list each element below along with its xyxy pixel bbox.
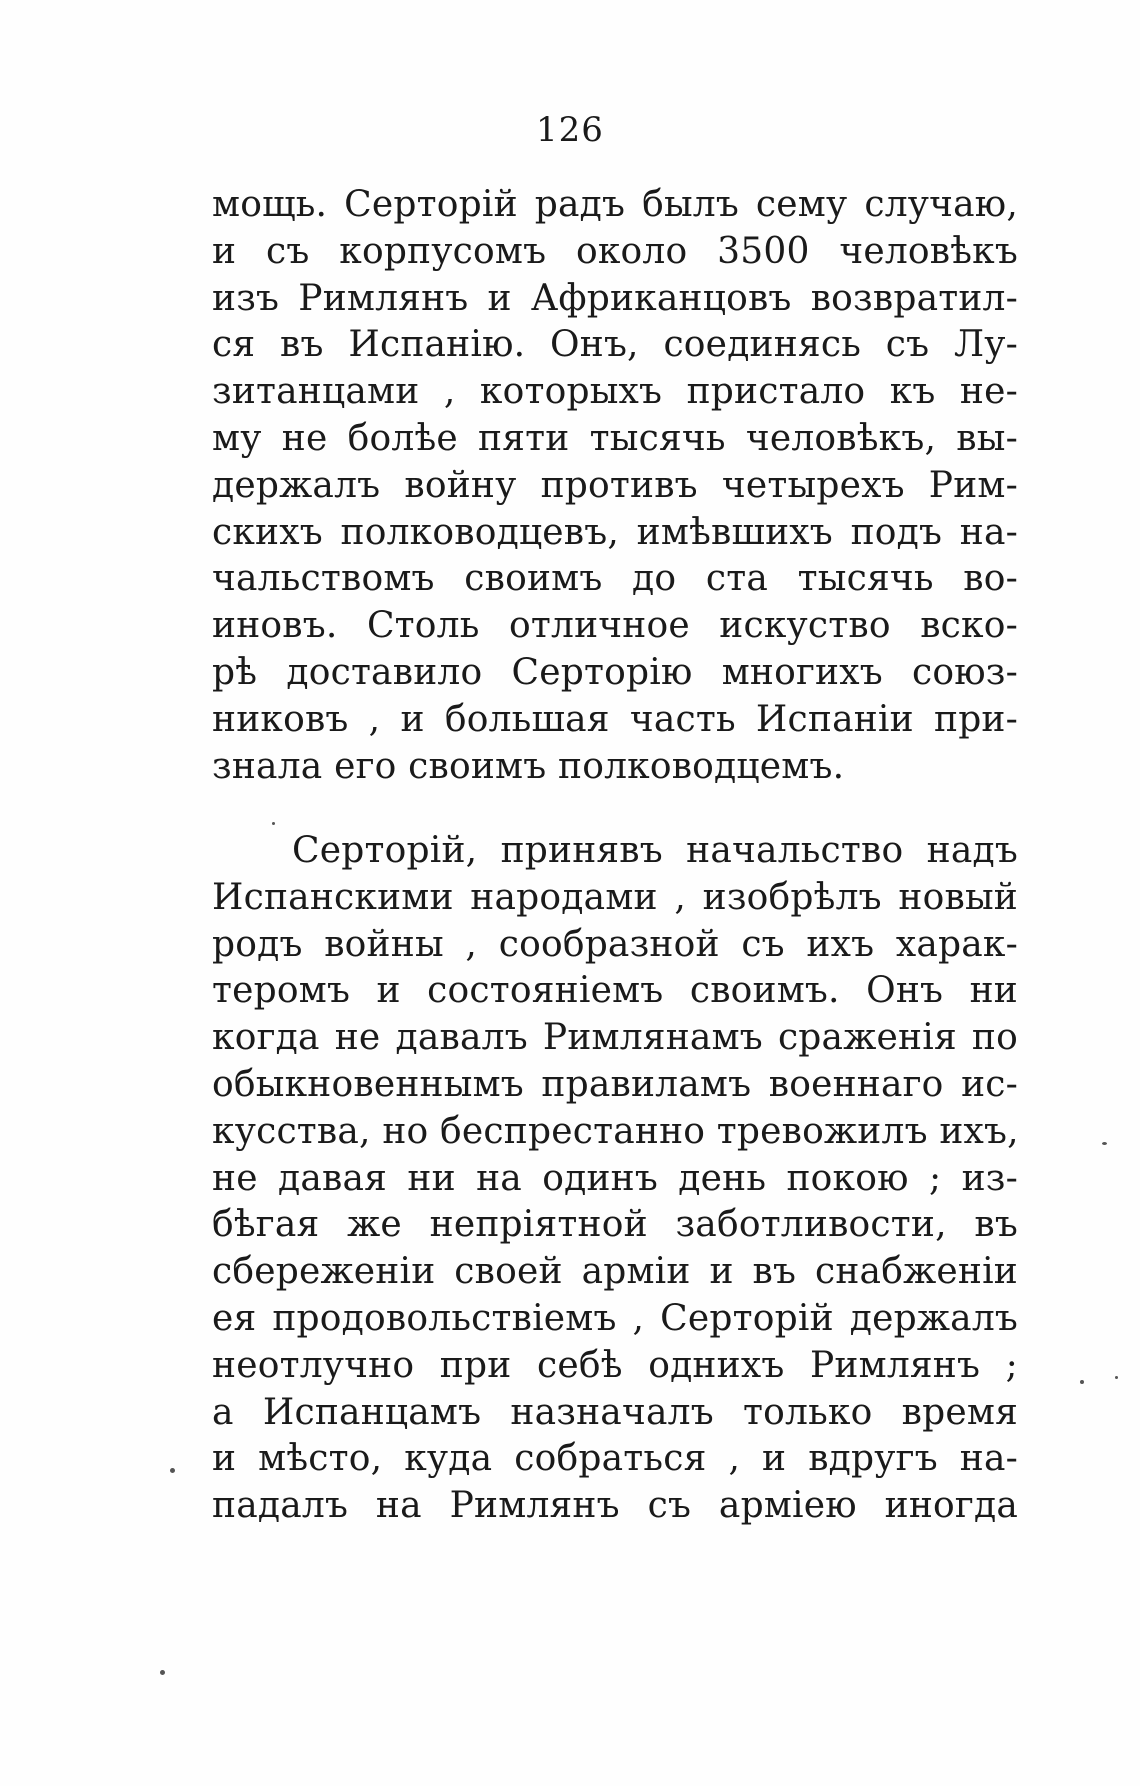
- text-line: знала его своимъ полководцемъ.: [212, 745, 845, 787]
- text-line: кусства, но беспрестанно тревожилъ ихъ,: [212, 1110, 1019, 1152]
- text-line: чальствомъ своимъ до ста тысячь во-: [212, 558, 1018, 600]
- text-line: зитанцами , которыхъ пристало къ не-: [212, 371, 1018, 413]
- text-line: изъ Римлянъ и Африканцовъ возвратил-: [212, 277, 1018, 319]
- text-line: Испанскими народами , изобрѣлъ новый: [212, 876, 1018, 918]
- text-line: рѣ доставило Серторію многихъ союз-: [212, 651, 1018, 693]
- text-line: му не болѣе пяти тысячь человѣкъ, вы-: [212, 417, 1018, 459]
- scan-speck: [1102, 1142, 1107, 1145]
- text-line: скихъ полководцевъ, имѣвшихъ подъ на-: [212, 511, 1018, 553]
- text-line: неотлучно при себѣ однихъ Римлянъ ;: [212, 1344, 1018, 1386]
- paragraph-1: [212, 182, 1018, 790]
- text-line: Серторій, принявъ начальство надъ: [292, 830, 1018, 871]
- text-line: обыкновеннымъ правиламъ военнаго ис-: [212, 1063, 1018, 1105]
- text-line: когда не давалъ Римлянамъ сраженія по: [212, 1017, 1018, 1059]
- text-line: сбереженіи своей арміи и въ снабженіи: [212, 1251, 1018, 1293]
- text-line: родъ войны , сообразной съ ихъ харак-: [212, 923, 1018, 965]
- page-number: 126: [536, 110, 604, 150]
- text-line: ся въ Испанію. Онъ, соединясь съ Лу-: [212, 324, 1018, 366]
- scan-speck: [1080, 1380, 1084, 1384]
- scan-speck: [272, 822, 275, 825]
- text-line: и съ корпусомъ около 3500 человѣкъ: [212, 230, 1018, 272]
- text-line: а Испанцамъ назначалъ только время: [212, 1391, 1018, 1433]
- text-line: держалъ войну противъ четырехъ Рим-: [212, 464, 1018, 506]
- text-line: падалъ на Римлянъ съ арміею иногда: [212, 1485, 1018, 1527]
- text-line: бѣгая же непріятной заботливости, въ: [212, 1204, 1018, 1246]
- text-line: теромъ и состояніемъ своимъ. Онъ ни: [212, 970, 1018, 1012]
- text-line: ея продовольствіемъ , Серторій держалъ: [212, 1297, 1018, 1339]
- text-line: и мѣсто, куда собраться , и вдругъ на-: [212, 1438, 1018, 1480]
- text-line: никовъ , и большая часть Испаніи при-: [212, 698, 1018, 740]
- scan-speck: [160, 1670, 165, 1675]
- text-line: иновъ. Столь отличное искуство вско-: [212, 605, 1018, 647]
- scan-speck: [170, 1468, 175, 1473]
- scan-speck: [1115, 1376, 1118, 1379]
- text-line: мощь. Серторій радъ былъ сему случаю,: [212, 184, 1018, 225]
- paragraph-2: [212, 828, 1018, 1530]
- text-line: не давая ни на одинъ день покою ; из-: [212, 1157, 1018, 1199]
